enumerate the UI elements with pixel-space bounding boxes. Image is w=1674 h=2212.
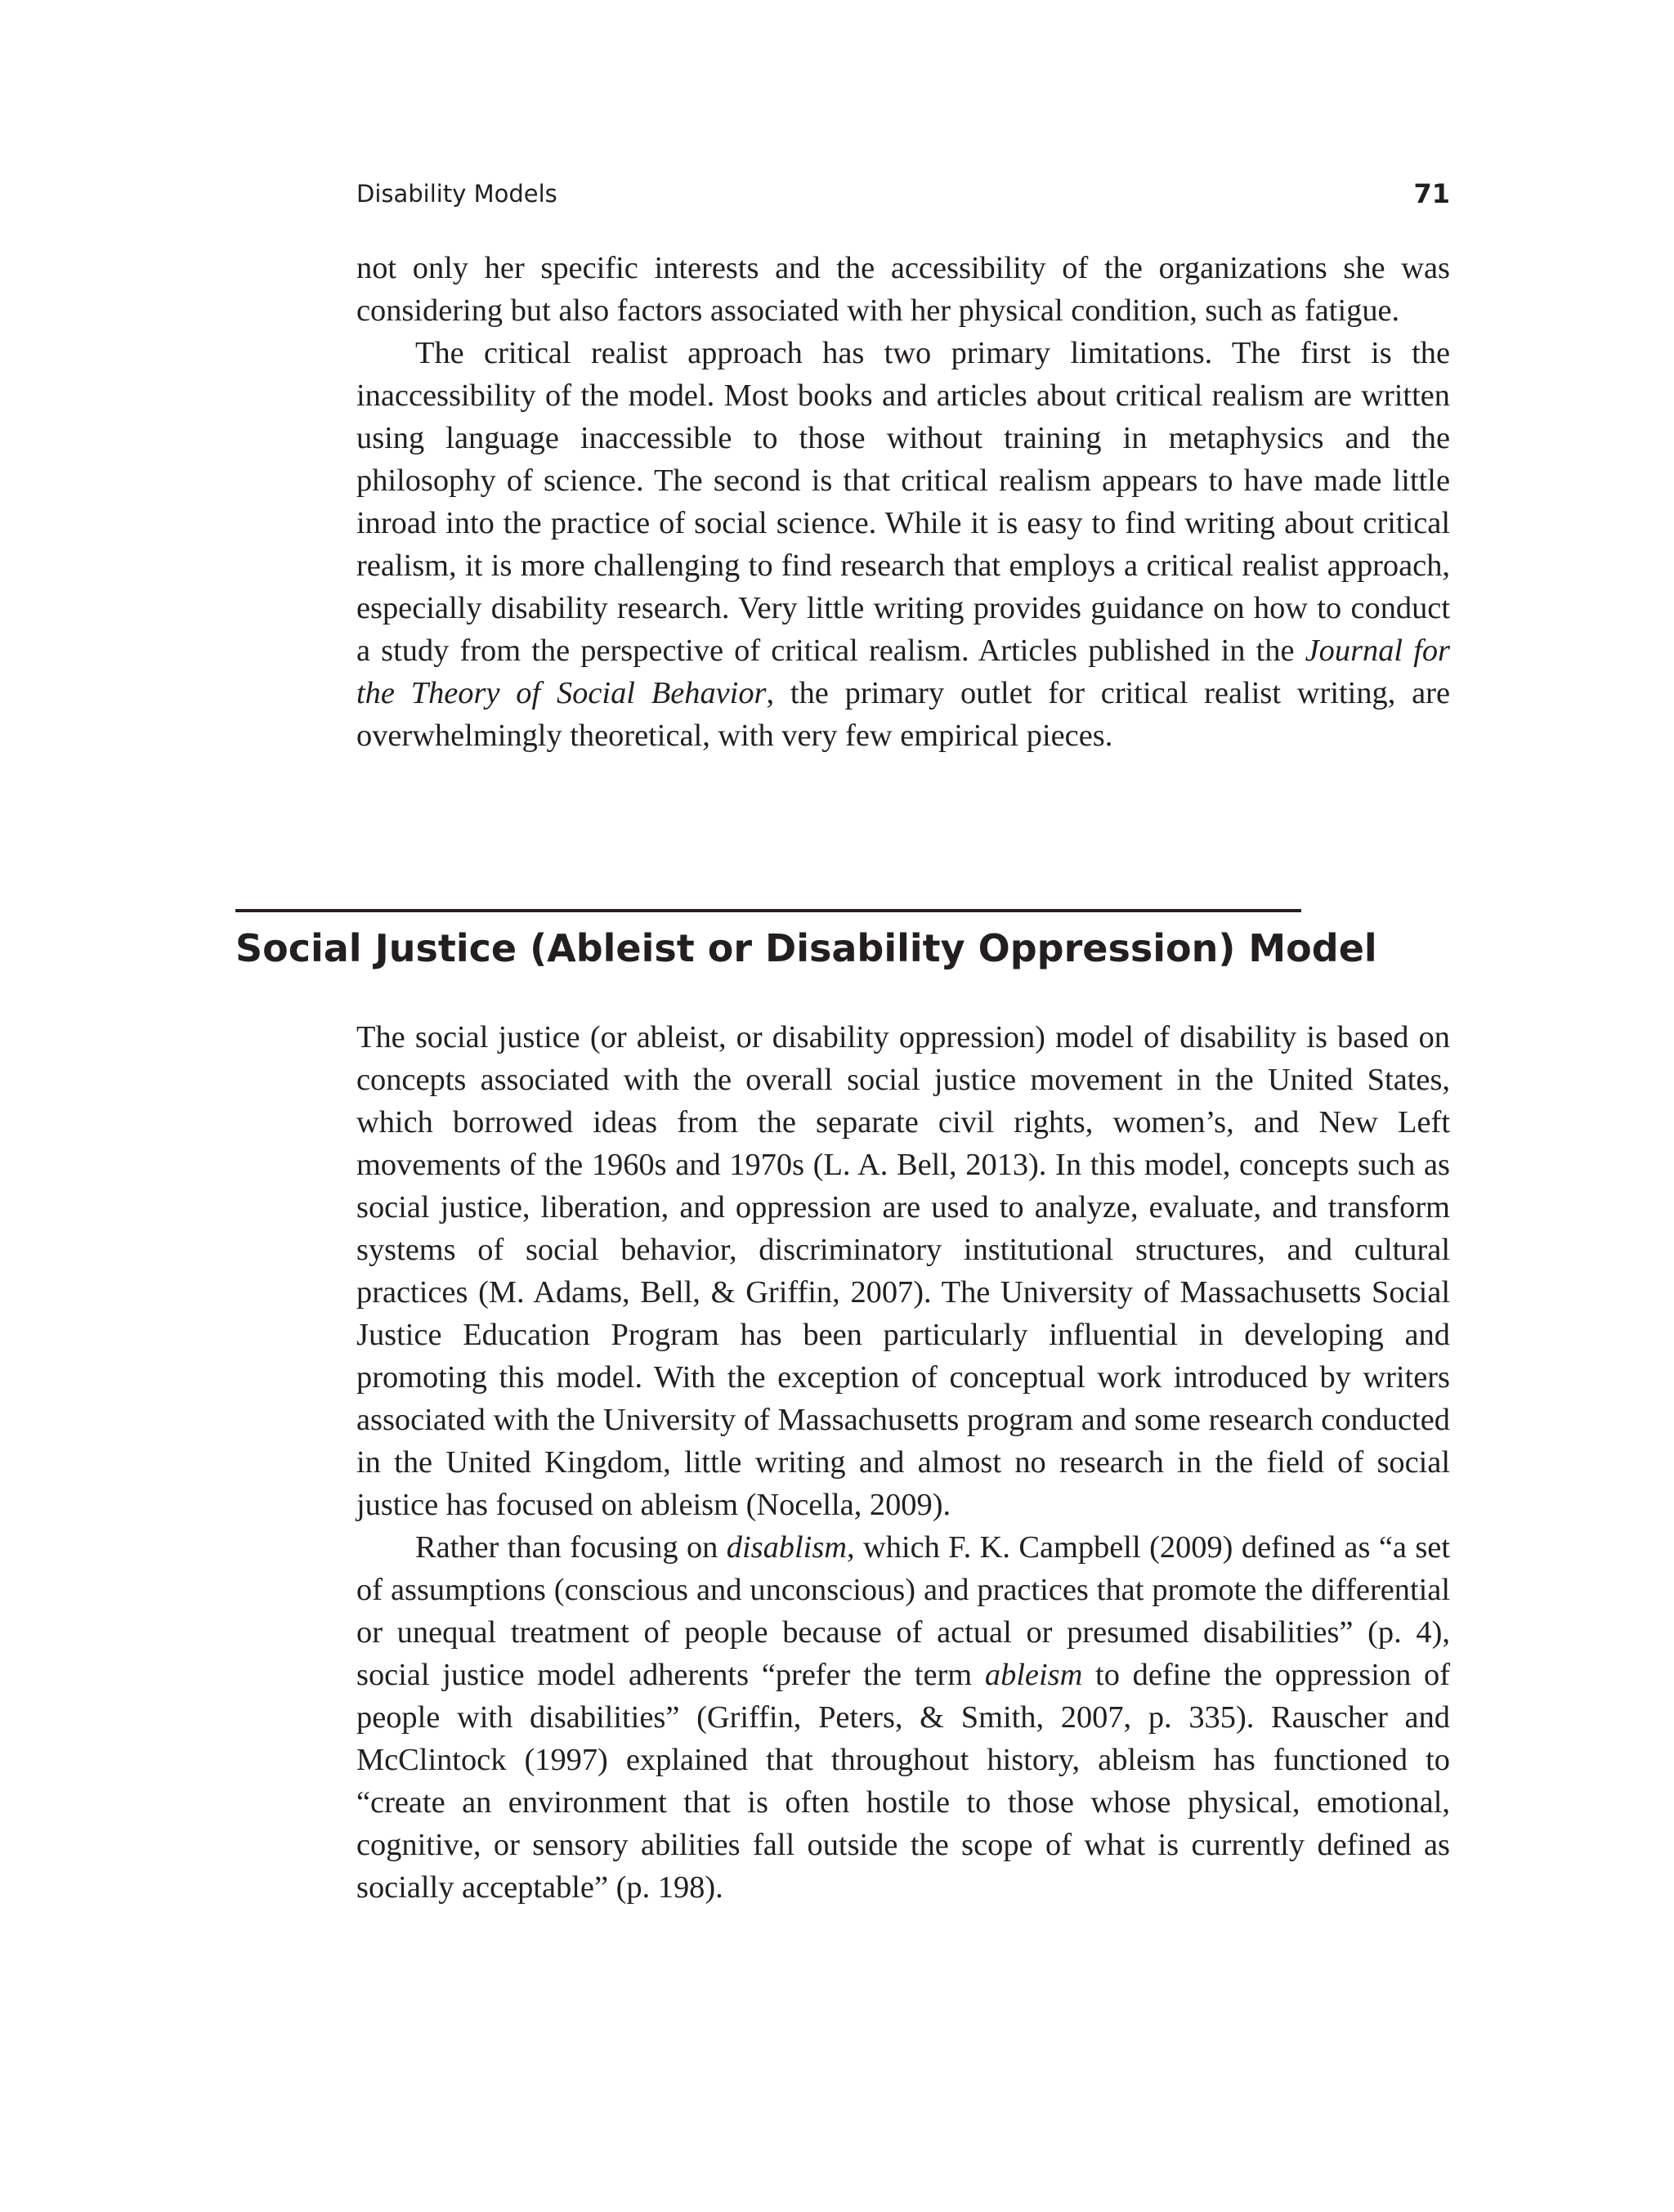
running-title: Disability Models [356,180,557,208]
para2-text-2: , which F. K. Campbell (2009) defined as “a set of assumptions (conscious and unconscious) and practices that promote the differential or unequal treatment of people because of actual or presumed disabilities” (p. 4), social justice model adherents “prefer the term [356,1530,1451,1692]
page-number: 71 [1413,178,1450,209]
continuation-paragraph: not only her specific interests and the accessibility of the organizations she was considering but also factors associated with her physical condition, such as fatigue. [356,251,1450,328]
journal-title: Journal for the Theory of Social Behavior [356,634,1450,710]
para2-text-3: to define the oppression of people with disabilities” (Griffin, Peters, & Smith, 2007, p. 335). Rauscher and McClintock (1997) explained that throughout history, ableism has functioned to “create an environment that is often hostile to those whose physical, emotional, cognitive, or sensory abilities fall outside the scope of what is currently defined as socially acceptable” (p. 198). [356,1658,1450,1905]
section-heading: Social Justice (Ableist or Disability Oppression) Model [235,926,1377,970]
intro-text-block [356,247,1450,757]
section-paragraph-2 [356,1526,1450,1909]
para2-text-1: Rather than focusing on [415,1530,727,1565]
section-text-block [356,1016,1450,1909]
limitations-text-start: The critical realist approach has two primary limitations. The first is the inaccessibility of the model. Most books and articles about critical realism are written using language inaccessible to those without training in metaphysics and the philosophy of science. The second is that critical realism appears to have made little inroad into the practice of social science. While it is easy to find writing about critical realism, it is more challenging to find research that employs a critical realist approach, especially disability research. Very little writing provides guidance on how to conduct a study from the perspective of critical realism. Articles published in the [356,336,1450,668]
limitations-text-end: , the primary outlet for critical realist writing, are overwhelmingly theoretical, with very few empirical pieces. [356,676,1450,753]
term-disablism: disablism [726,1530,847,1565]
running-head [356,173,1450,214]
section-divider [235,909,1301,912]
section-paragraph-1: The social justice (or ableist, or disability oppression) model of disability is based on concepts associated with the overall social justice movement in the United States, which borrowed ideas from the separate civil rights, women’s, and New Left movements of the 1960s and 1970s (L. A. Bell, 2013). In this model, concepts such as social justice, liberation, and oppression are used to analyze, evaluate, and transform systems of social behavior, discriminatory institutional structures, and cultural practices (M. Adams, Bell, & Griffin, 2007). The University of Massachusetts Social Justice Education Program has been particularly influential in developing and promoting this model. With the exception of conceptual work introduced by writers associated with the University of Massachusetts program and some research conducted in the United Kingdom, little writing and almost no research in the field of social justice has focused on ableism (Nocella, 2009). [356,1020,1450,1522]
limitations-paragraph [356,332,1450,757]
term-ableism: ableism [984,1658,1083,1692]
